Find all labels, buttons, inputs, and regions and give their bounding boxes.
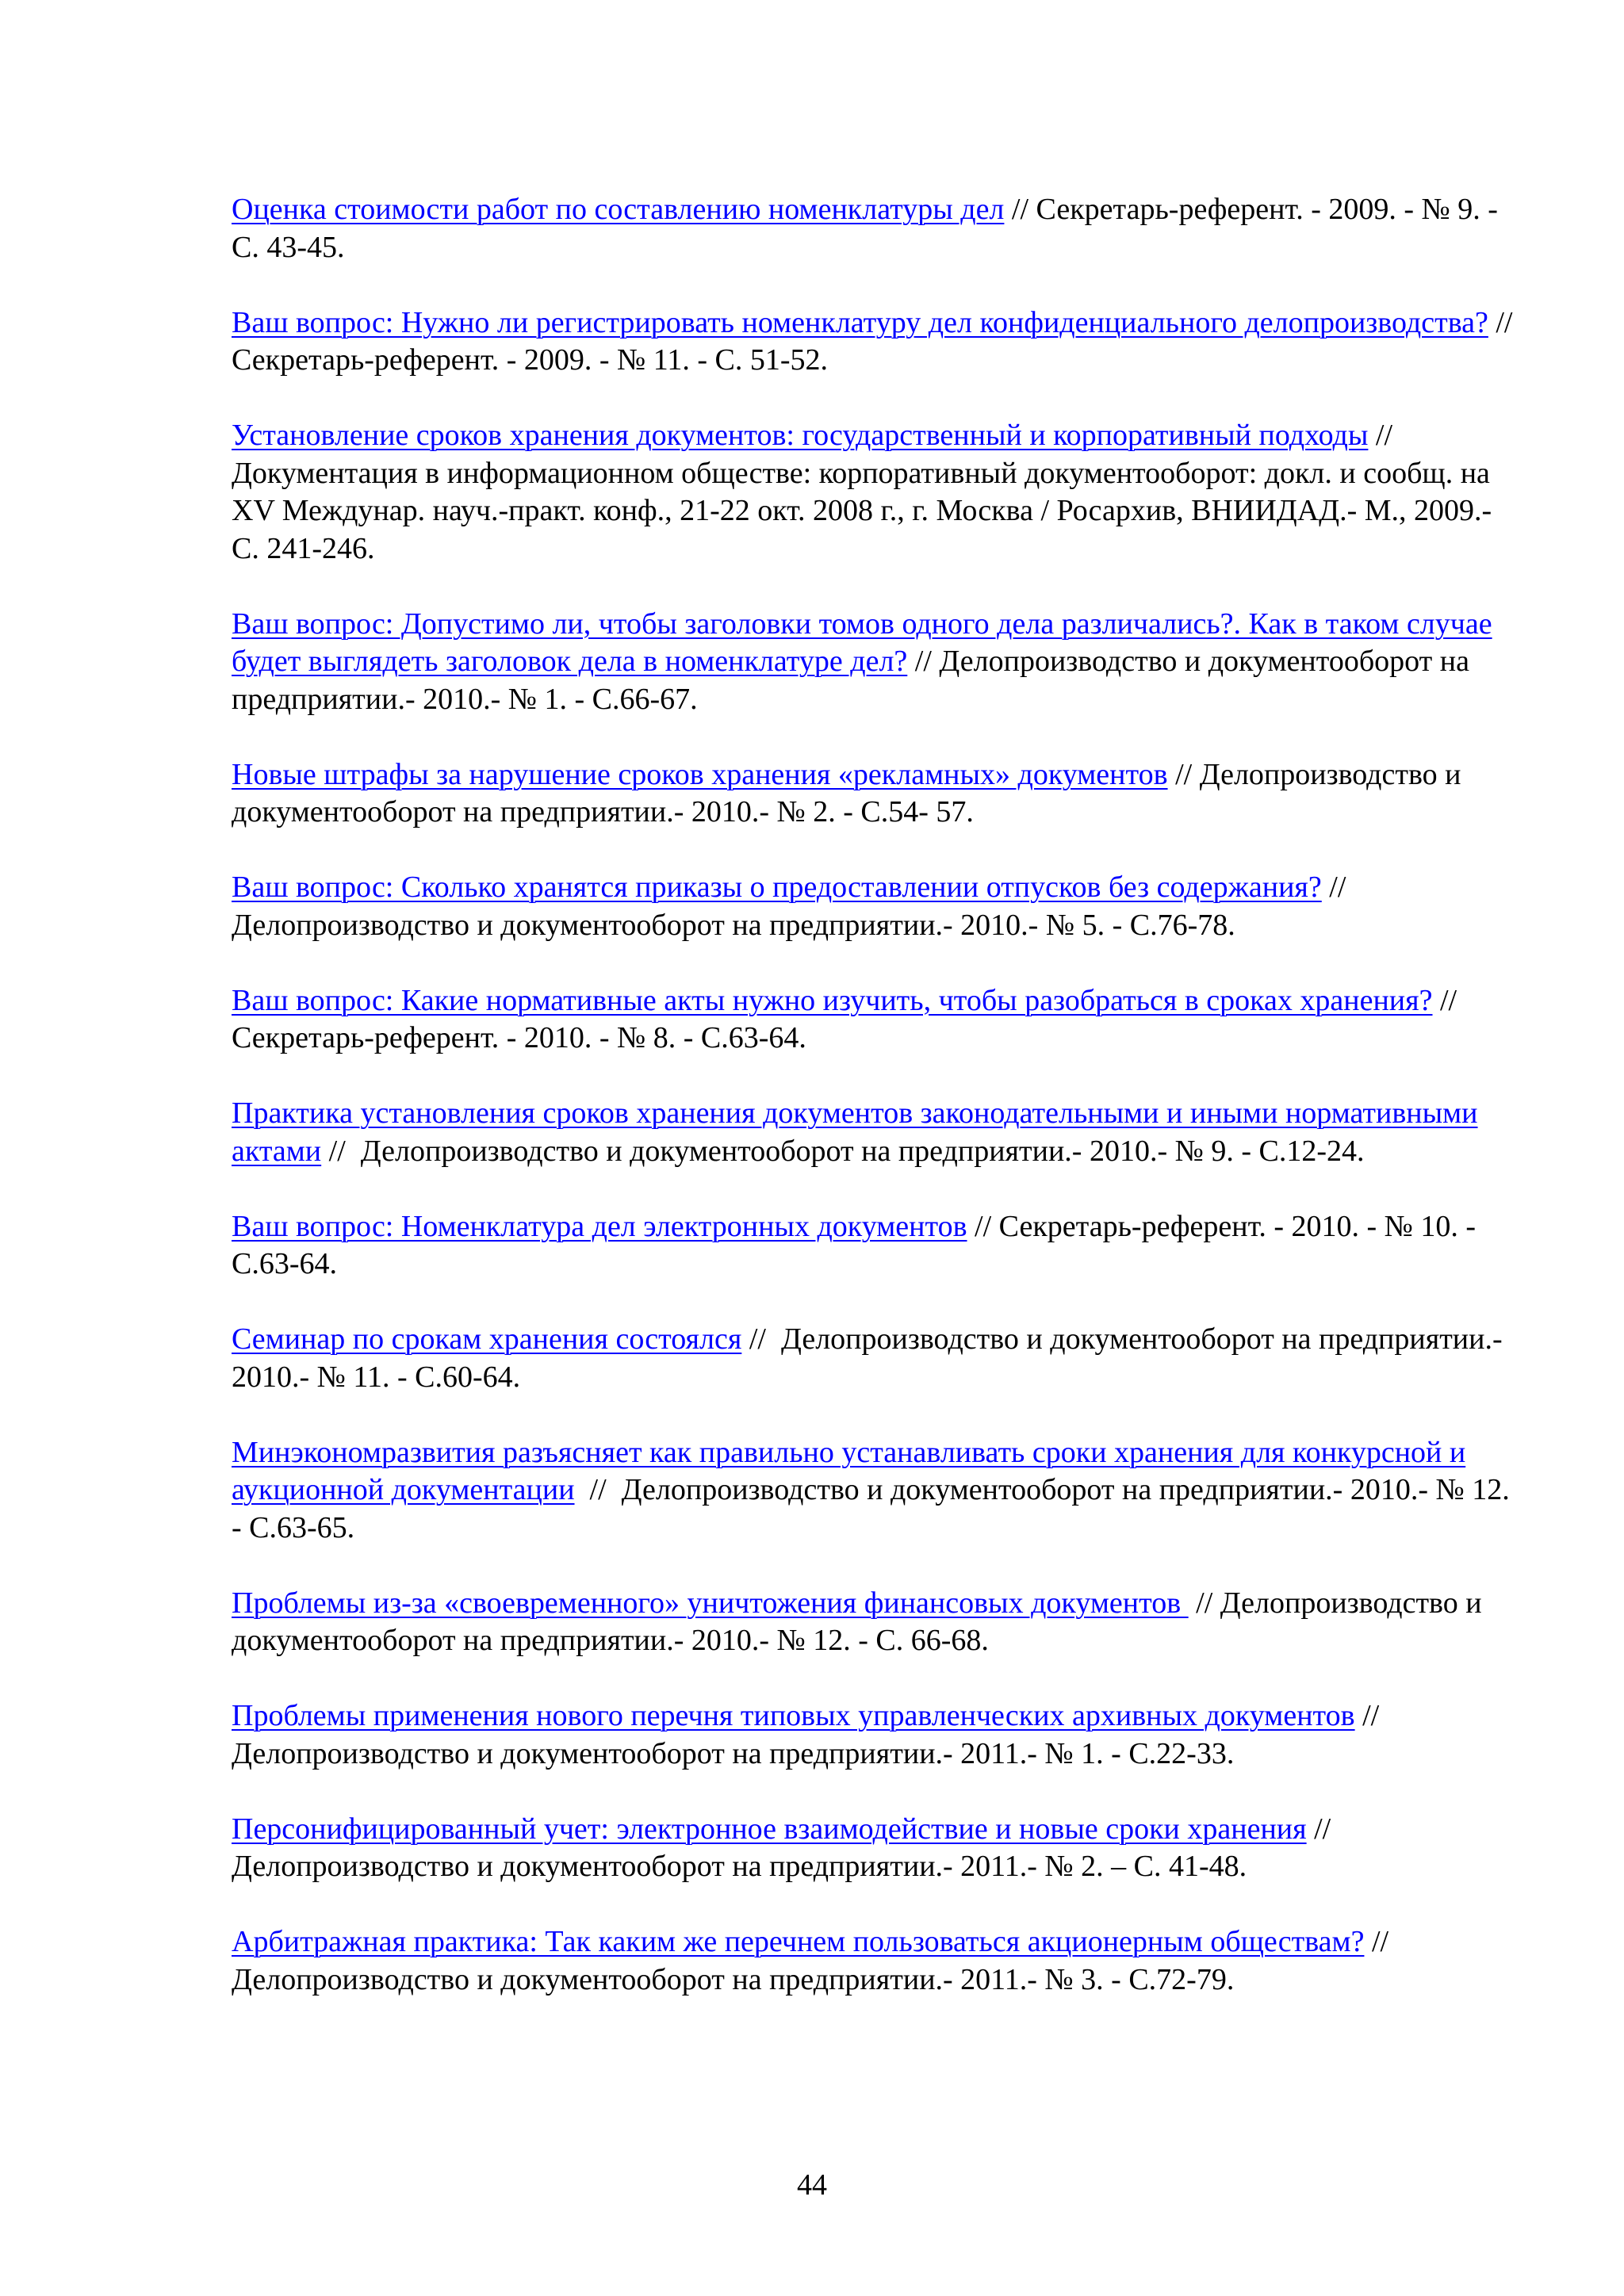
entry-title-link[interactable]: Ваш вопрос: Нужно ли регистрировать номенклатуру дел конфиденциального делопроизводства? — [232, 305, 1488, 339]
entry-title-link[interactable]: Ваш вопрос: Сколько хранятся приказы о предоставлении отпусков без содержания? — [232, 871, 1322, 904]
entry-source: Делопроизводство и документооборот на предприятии.- 2011.- № 3. - С.72-79. — [232, 1962, 1235, 1996]
entry-source: Делопроизводство и документооборот на предприятии.- 2010.- № 11. - С.60-64. — [232, 1322, 1503, 1394]
bibliography-entry — [232, 1811, 1520, 1886]
bibliography-list — [232, 191, 1520, 2037]
bibliography-entry — [232, 1434, 1520, 1548]
entry-title-link[interactable]: Оценка стоимости работ по составлению номенклатуры дел — [232, 193, 1005, 226]
bibliography-entry — [232, 869, 1520, 944]
bibliography-entry — [232, 1321, 1520, 1396]
bibliography-entry — [232, 191, 1520, 266]
entry-source: Делопроизводство и документооборот на предприятии.- 2010.- № 9. - С.12-24. — [360, 1134, 1365, 1168]
entry-separator: // — [741, 1322, 781, 1356]
entry-separator: // — [1167, 757, 1200, 791]
entry-title-link[interactable]: Семинар по срокам хранения состоялся — [232, 1322, 742, 1356]
entry-title-link[interactable]: Ваш вопрос: Номенклатура дел электронных документов — [232, 1209, 967, 1243]
entry-title-link[interactable]: Новые штрафы за нарушение сроков хранения «рекламных» документов — [232, 757, 1168, 791]
entry-title-link[interactable]: Практика установления сроков хранения документов законодательными и иными нормативными актами — [232, 1096, 1478, 1168]
entry-title-link[interactable]: Установление сроков хранения документов: государственный и корпоративный подходы — [232, 419, 1369, 452]
bibliography-entry — [232, 1208, 1520, 1284]
entry-separator: // — [1368, 419, 1400, 452]
bibliography-entry — [232, 417, 1520, 568]
entry-source: Делопроизводство и документооборот на предприятии.- 2011.- № 2. – С. 41-48. — [232, 1850, 1247, 1883]
bibliography-entry — [232, 1095, 1520, 1170]
entry-title-link[interactable]: Ваш вопрос: Допустимо ли, чтобы заголовки томов одного дела различались?. Как в таком случае будет выглядеть заголовок дела в номенклатуре дел? — [232, 607, 1492, 678]
page-number: 44 — [797, 2168, 827, 2202]
entry-source: Секретарь-референт. - 2010. - № 8. - С.63-64. — [232, 1021, 806, 1054]
entry-title-link[interactable]: Арбитражная практика: Так каким же перечнем пользоваться акционерным обществам? — [232, 1925, 1365, 1958]
entry-separator: // — [1321, 871, 1354, 904]
entry-separator: // — [1354, 1699, 1387, 1732]
entry-source: Секретарь-референт. - 2009. - № 11. - С. 51-52. — [232, 343, 829, 377]
entry-separator: // — [967, 1209, 999, 1243]
entry-separator: // — [1488, 305, 1520, 339]
entry-separator: // — [321, 1134, 361, 1168]
bibliography-entry — [232, 982, 1520, 1058]
entry-separator: // — [1364, 1925, 1396, 1958]
entry-source: Секретарь-референт. - 2009. - № 9. - С. 43-45. — [232, 193, 1498, 264]
entry-separator: // — [574, 1473, 622, 1506]
entry-separator: // — [1306, 1812, 1339, 1846]
entry-source: Делопроизводство и документооборот на предприятии.- 2010.- № 2. - С.54- 57. — [232, 757, 1461, 828]
entry-title-link[interactable]: Минэкономразвития разъясняет как правильно устанавливать сроки хранения для конкурсной и аукционной документации — [232, 1435, 1466, 1506]
entry-source: Делопроизводство и документооборот на предприятии.- 2011.- № 1. - С.22-33. — [232, 1736, 1235, 1770]
entry-title-link[interactable]: Ваш вопрос: Какие нормативные акты нужно изучить, чтобы разобраться в сроках хранения? — [232, 983, 1433, 1017]
entry-separator: // — [1004, 193, 1036, 226]
bibliography-entry — [232, 606, 1520, 719]
bibliography-entry — [232, 756, 1520, 832]
entry-source: Делопроизводство и документооборот на предприятии.- 2010.- № 12. - С. 66-68. — [232, 1586, 1482, 1657]
bibliography-entry — [232, 1697, 1520, 1773]
entry-separator: // — [907, 645, 940, 678]
entry-separator: // — [1188, 1586, 1220, 1620]
entry-source: Секретарь-референт. - 2010. - № 10. - С.63-64. — [232, 1209, 1477, 1280]
entry-source: Делопроизводство и документооборот на предприятии.- 2010.- № 5. - С.76-78. — [232, 908, 1235, 942]
bibliography-entry — [232, 1585, 1520, 1660]
entry-source: Документация в информационном обществе: корпоративный документооборот: докл. и сообщ. на XV Междунар. науч.-практ. конф., 21-22 окт. 2008 г., г. Москва / Росархив, ВНИИДАД.- М., 2009.- С. 241-246. — [232, 456, 1492, 565]
bibliography-entry — [232, 1923, 1520, 1999]
entry-title-link[interactable]: Проблемы применения нового перечня типовых управленческих архивных документов — [232, 1699, 1355, 1732]
entry-title-link[interactable]: Проблемы из-за «своевременного» уничтожения финансовых документов — [232, 1586, 1189, 1620]
entry-source: Делопроизводство и документооборот на предприятии.- 2010.- № 1. - С.66-67. — [232, 645, 1469, 716]
entry-source: Делопроизводство и документооборот на предприятии.- 2010.- № 12. - С.63-65. — [232, 1473, 1510, 1544]
entry-separator: // — [1432, 983, 1465, 1017]
entry-title-link[interactable]: Персонифицированный учет: электронное взаимодействие и новые сроки хранения — [232, 1812, 1307, 1846]
bibliography-entry — [232, 304, 1520, 380]
